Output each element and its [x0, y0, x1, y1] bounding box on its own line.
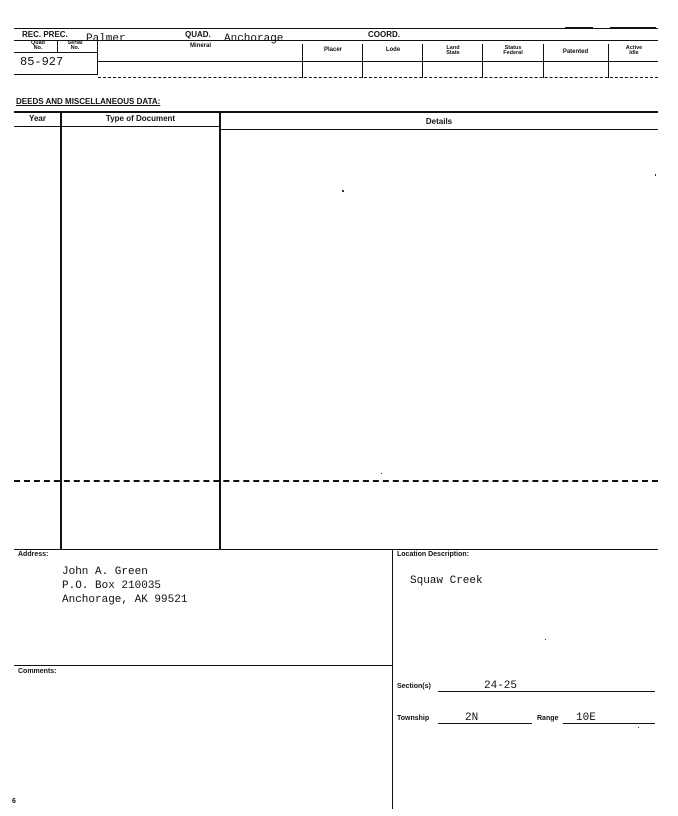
col-quad-no: Quad No. [30, 40, 46, 51]
quad-serial-value: 85-927 [20, 55, 64, 69]
speck-2 [655, 174, 656, 176]
header-top-dash-2 [610, 27, 656, 28]
township-label: Township [397, 715, 430, 722]
col-serial-no: Serial No. [67, 40, 83, 51]
location-value: Squaw Creek [410, 575, 483, 587]
top-vline-2 [97, 40, 98, 74]
comments-label: Comments: [18, 668, 57, 675]
comments-top-line [14, 665, 392, 666]
header-top-line [14, 28, 658, 29]
top-vline-8 [608, 44, 609, 78]
deeds-section-title: DEEDS AND MISCELLANEOUS DATA: [16, 97, 161, 106]
header-bottom-line [98, 61, 658, 62]
col-lode: Lode [385, 47, 401, 53]
speck-5 [638, 727, 639, 728]
col-land-state: Land State [446, 45, 460, 56]
deeds-col-type: Type of Document [105, 114, 176, 123]
speck-4 [545, 639, 546, 640]
col-patented: Patented [562, 49, 589, 55]
top-vline-5 [422, 44, 423, 78]
footer-mark: 6 [12, 798, 16, 805]
rec-prec-label: REC. PREC. [22, 30, 68, 39]
address-line-2: P.O. Box 210035 [62, 580, 162, 592]
top-vline-6 [482, 44, 483, 78]
col-placer: Placer [323, 47, 342, 53]
deeds-vline-year [60, 111, 62, 549]
range-label: Range [537, 715, 559, 722]
header-sub-line [14, 52, 98, 53]
col-status-federal: Status Federal [503, 45, 523, 56]
top-table-bottom-solid [14, 74, 98, 75]
quad-value: Anchorage [224, 33, 284, 45]
top-vline-1 [57, 40, 58, 52]
rec-prec-value: Palmer [86, 33, 126, 45]
section-value: 24-25 [484, 680, 518, 692]
address-location-divider [392, 549, 393, 809]
col-active-idle: Active Idle [625, 45, 643, 56]
address-line-3: Anchorage, AK 99521 [62, 594, 188, 606]
township-value: 2N [465, 712, 479, 724]
header-top-dash-1 [565, 27, 593, 28]
col-mineral: Mineral [189, 43, 211, 49]
address-line-1: John A. Green [62, 566, 148, 578]
deeds-top-line [14, 111, 658, 113]
section-label: Section(s) [397, 683, 431, 690]
speck-3 [381, 473, 382, 474]
top-vline-3 [302, 44, 303, 78]
quad-label: QUAD. [185, 30, 211, 39]
header-label-line [14, 40, 658, 41]
location-label: Location Description: [397, 551, 469, 558]
coord-label: COORD. [368, 30, 400, 39]
deeds-dashed-divider [14, 480, 658, 482]
top-vline-7 [543, 44, 544, 78]
deeds-col-details: Details [425, 117, 453, 126]
deeds-col-year: Year [29, 114, 46, 123]
address-top-line [14, 549, 658, 550]
township-underline [438, 723, 532, 724]
speck-1 [342, 190, 344, 192]
section-underline [438, 691, 655, 692]
address-label: Address: [18, 551, 49, 558]
deeds-header-line-left [14, 126, 221, 127]
top-vline-4 [362, 44, 363, 78]
top-table-bottom-dashed [98, 77, 658, 78]
range-value: 10E [576, 712, 596, 724]
deeds-vline-type [219, 111, 221, 549]
deeds-header-line-right [221, 129, 658, 130]
